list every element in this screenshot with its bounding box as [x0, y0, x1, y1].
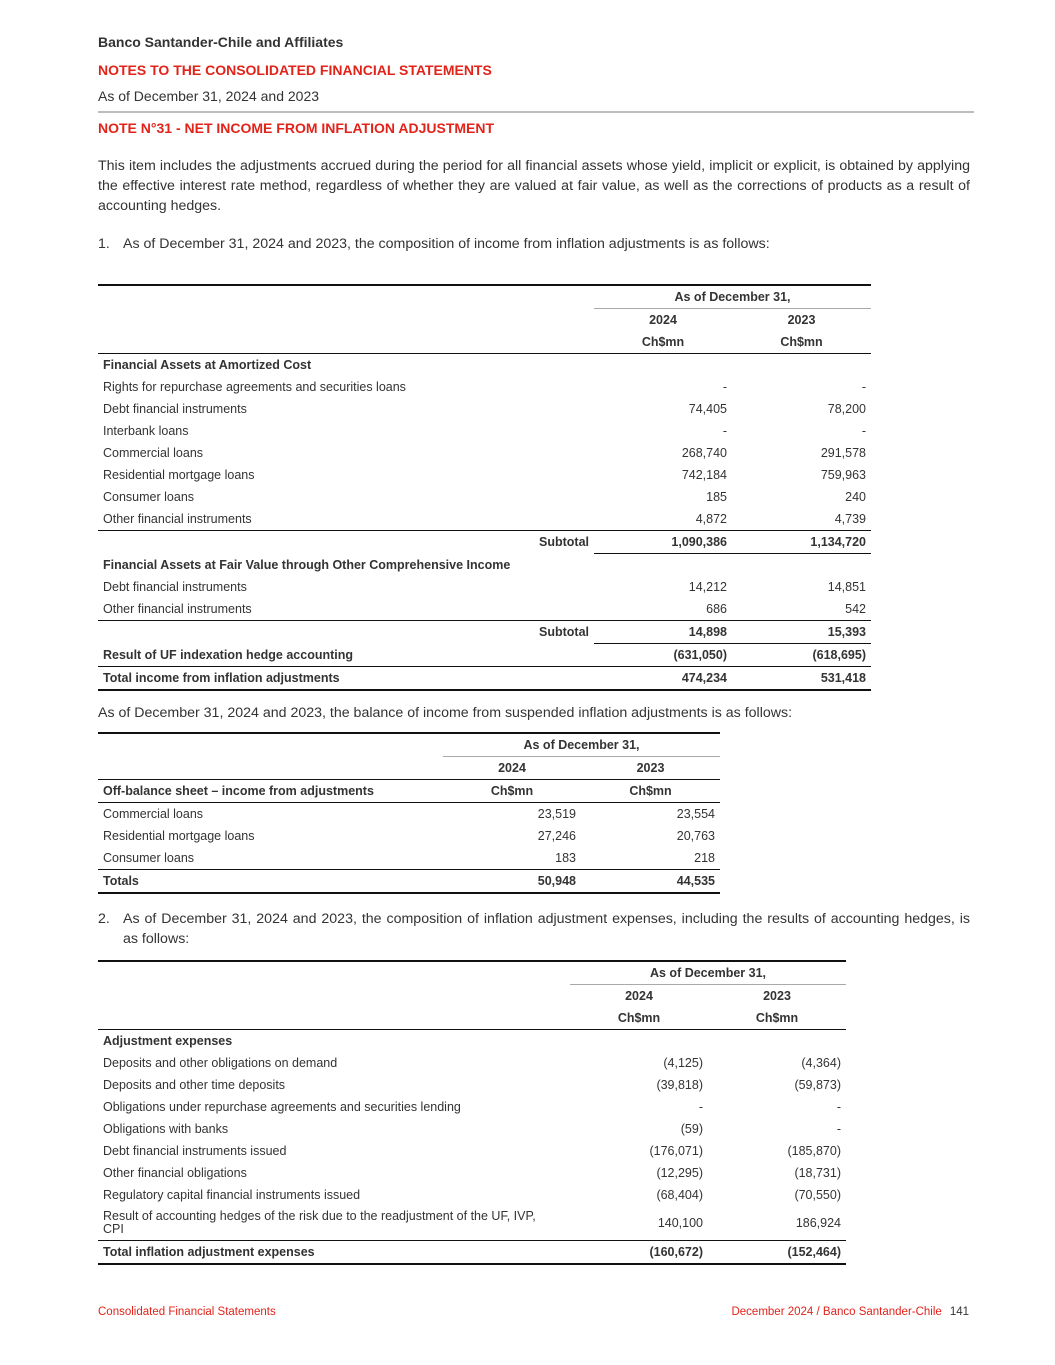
note-title: NOTE N°31 - NET INCOME FROM INFLATION ADJUSTMENT [98, 120, 495, 136]
total-label: Total income from inflation adjustments [98, 667, 594, 691]
section-title: Financial Assets at Amortized Cost [98, 354, 871, 377]
table-row [98, 1162, 846, 1184]
value-2024: 4,872 [594, 508, 732, 531]
table-row [98, 464, 871, 486]
row-label: Debt financial instruments [103, 402, 247, 416]
row-label: Regulatory capital financial instruments issued [103, 1188, 361, 1202]
value-2023: 240 [845, 490, 866, 504]
value-2024: 268,740 [681, 446, 727, 460]
table-row [98, 486, 871, 508]
table-row [98, 508, 871, 531]
row-label: Debt financial instruments [103, 580, 247, 594]
period-header: As of December 31, [570, 961, 846, 985]
row-label: Deposits and other obligations on demand [103, 1056, 338, 1070]
unit-header: Ch$mn [732, 331, 871, 354]
table-row [98, 1096, 846, 1118]
footer-left: Consolidated Financial Statements [98, 1306, 276, 1318]
value-2024: 686 [594, 598, 732, 621]
value-2023: (18,731) [794, 1166, 841, 1180]
value-2024: (59) [680, 1122, 703, 1136]
value-2023: (59,873) [794, 1078, 841, 1092]
value-2023: 186,924 [708, 1206, 846, 1241]
unit-header: Ch$mn [570, 1007, 708, 1030]
value-2023: 1,134,720 [732, 531, 871, 554]
row-label: Interbank loans [103, 424, 189, 438]
subtotal-row [98, 621, 871, 644]
company-name: Banco Santander-Chile and Affiliates [98, 34, 344, 50]
header-divider [98, 111, 974, 113]
table-row [98, 847, 720, 870]
value-2024: (12,295) [656, 1166, 703, 1180]
row-label: Obligations with banks [103, 1122, 229, 1136]
unit-header: Ch$mn [581, 780, 720, 803]
value-2024: (68,404) [656, 1188, 703, 1202]
value-2023: - [861, 424, 866, 438]
value-2024: 183 [443, 847, 581, 870]
value-2024: - [698, 1100, 703, 1114]
footer-right-text: December 2024 / Banco Santander-Chile [731, 1306, 942, 1318]
total-label: Totals [98, 870, 443, 894]
year-2023-header: 2023 [581, 757, 720, 780]
row-label: Consumer loans [103, 490, 195, 504]
value-2024: (631,050) [594, 644, 732, 667]
section-title: Adjustment expenses [103, 1034, 233, 1048]
row-label: Rights for repurchase agreements and securities loans [103, 380, 406, 394]
table-row [98, 1052, 846, 1074]
value-2023: 218 [581, 847, 720, 870]
table-row [98, 576, 871, 598]
page-number: 141 [949, 1306, 969, 1318]
subtotal-label: Subtotal [539, 625, 589, 640]
suspended-adjustments-table [98, 732, 720, 894]
total-label: Total inflation adjustment expenses [98, 1241, 570, 1265]
unit-header: Ch$mn [443, 780, 581, 803]
value-2024: - [722, 424, 727, 438]
year-2023-header: 2023 [763, 989, 791, 1003]
row-label: Consumer loans [98, 847, 443, 870]
row-label: Result of accounting hedges of the risk due to the readjustment of the UF, IVP, CPI [98, 1206, 570, 1241]
intro-paragraph: This item includes the adjustments accrued during the period for all financial assets whose yield, implicit or explicit, is obtained by applying the effective interest rate method, regardless of whether they are valued at fair value, as well as the corrections of products as a result of accounting hedges. [98, 158, 970, 214]
value-2023: 14,851 [827, 580, 866, 594]
value-2024: (4,125) [663, 1056, 703, 1070]
subtotal-label: Subtotal [539, 535, 589, 550]
value-2023: 542 [732, 598, 871, 621]
value-2023: (152,464) [708, 1241, 846, 1265]
table-row [98, 420, 871, 442]
row-label: Other financial instruments [98, 598, 594, 621]
value-2024: 14,898 [594, 621, 732, 644]
row-label: Result of UF indexation hedge accounting [98, 644, 594, 667]
income-inflation-table [98, 284, 871, 691]
item-1-text: As of December 31, 2024 and 2023, the composition of income from inflation adjustments is as follows: [123, 236, 770, 252]
value-2024: 14,212 [688, 580, 727, 594]
value-2023: - [836, 1122, 841, 1136]
notes-title: NOTES TO THE CONSOLIDATED FINANCIAL STATEMENTS [98, 62, 492, 78]
year-2023-header: 2023 [787, 313, 816, 327]
value-2024: 185 [706, 490, 727, 504]
section-title: Financial Assets at Fair Value through Other Comprehensive Income [103, 558, 511, 572]
value-2023: (4,364) [801, 1056, 841, 1070]
row-label: Commercial loans [103, 807, 204, 821]
table-title: Off-balance sheet – income from adjustments [98, 780, 443, 803]
row-label: Obligations under repurchase agreements and securities lending [103, 1100, 461, 1114]
adjustment-expenses-table [98, 960, 846, 1265]
year-2024-header: 2024 [625, 989, 653, 1003]
year-2024-header: 2024 [649, 313, 677, 327]
value-2023: (185,870) [787, 1144, 841, 1158]
value-2023: 78,200 [827, 402, 866, 416]
table-row [98, 1118, 846, 1140]
value-2024: 23,519 [537, 807, 576, 821]
value-2023: (70,550) [794, 1188, 841, 1202]
value-2023: (618,695) [732, 644, 871, 667]
item-2 [98, 909, 970, 949]
value-2024: - [722, 380, 727, 394]
value-2024: 140,100 [570, 1206, 708, 1241]
value-2023: 20,763 [676, 829, 715, 843]
value-2024: 27,246 [537, 829, 576, 843]
item-2-text: As of December 31, 2024 and 2023, the composition of inflation adjustment expenses, including the results of accounting hedges, is as follows: [123, 911, 970, 947]
year-2024-header: 2024 [443, 757, 581, 780]
item-2-number: 2. [98, 911, 110, 927]
value-2024: (176,071) [649, 1144, 703, 1158]
footer-right [731, 1306, 969, 1318]
value-2024: 742,184 [681, 468, 727, 482]
table-row [98, 398, 871, 420]
value-2023: 15,393 [732, 621, 871, 644]
unit-header: Ch$mn [708, 1007, 846, 1030]
row-label: Other financial instruments [98, 508, 594, 531]
total-row [98, 870, 720, 894]
value-2024: (160,672) [570, 1241, 708, 1265]
total-row [98, 1241, 846, 1265]
value-2023: 44,535 [581, 870, 720, 894]
table-row [98, 825, 720, 847]
value-2023: 531,418 [732, 667, 871, 691]
table-row [98, 598, 871, 621]
value-2023: 23,554 [676, 807, 715, 821]
value-2023: - [836, 1100, 841, 1114]
table-row [98, 803, 720, 826]
row-label: Residential mortgage loans [103, 829, 255, 843]
period-header: As of December 31, [594, 285, 871, 309]
total-row [98, 667, 871, 691]
table-row [98, 1184, 846, 1206]
suspended-paragraph: As of December 31, 2024 and 2023, the balance of income from suspended inflation adjustments is as follows: [98, 705, 793, 721]
value-2023: 4,739 [732, 508, 871, 531]
row-label: Other financial obligations [103, 1166, 247, 1180]
value-2024: 50,948 [443, 870, 581, 894]
value-2024: 1,090,386 [594, 531, 732, 554]
period-header: As of December 31, [443, 733, 720, 757]
value-2024: (39,818) [656, 1078, 703, 1092]
value-2023: 291,578 [820, 446, 866, 460]
value-2023: 759,963 [820, 468, 866, 482]
table-row [98, 442, 871, 464]
row-label: Residential mortgage loans [103, 468, 255, 482]
table-row [98, 1140, 846, 1162]
statement-date: As of December 31, 2024 and 2023 [98, 88, 320, 104]
item-1 [98, 234, 970, 254]
value-2024: 74,405 [688, 402, 727, 416]
item-1-number: 1. [98, 236, 110, 252]
value-2023: - [861, 380, 866, 394]
row-label: Commercial loans [103, 446, 204, 460]
subtotal-row [98, 531, 871, 554]
table-row [98, 376, 871, 398]
unit-header: Ch$mn [594, 331, 732, 354]
row-label: Deposits and other time deposits [103, 1078, 286, 1092]
table-row [98, 1074, 846, 1096]
value-2024: 474,234 [594, 667, 732, 691]
row-label: Debt financial instruments issued [103, 1144, 287, 1158]
hedge-row [98, 1206, 846, 1241]
hedge-row [98, 644, 871, 667]
